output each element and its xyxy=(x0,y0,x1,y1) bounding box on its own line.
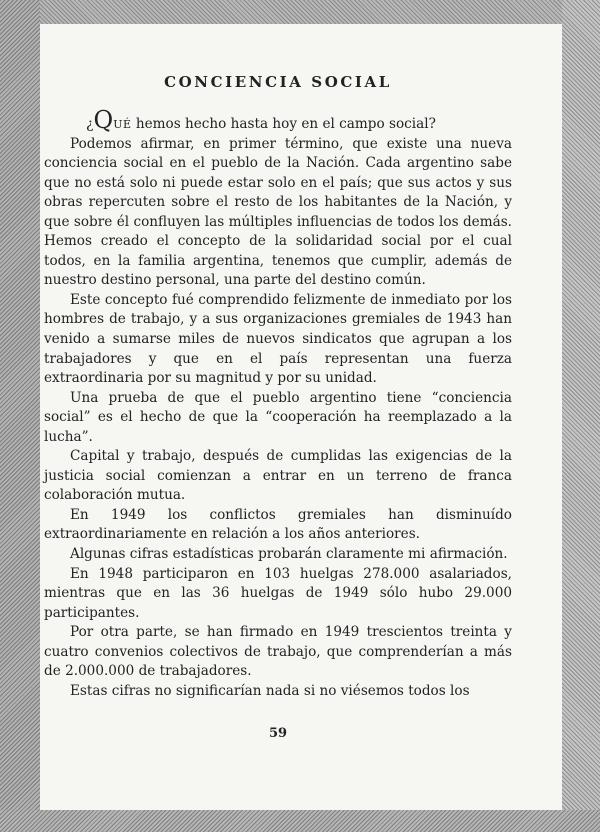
opening-text: hemos hecho hasta hoy en el campo social? xyxy=(131,116,436,132)
page-text xyxy=(44,72,512,741)
paragraph: Podemos afirmar, en primer término, que existe una nueva conciencia social en el pueblo de la Nación. Cada argentino sabe que no está solo ni puede estar solo en el país; que sus actos y sus obras repercuten sobre el resto de los habitantes de la Nación, y que sobre él confluyen las múltiples influencias de todos los demás. Hemos creado el concepto de la solidaridad social por el cual todos, en la familia argentina, tenemos que cumplir, además de nuestro destino personal, una parte del destino común. xyxy=(44,135,512,289)
page-number: 59 xyxy=(268,726,288,741)
paragraph: En 1948 participaron en 103 huelgas 278.000 asalariados, mientras que en las 36 huelgas de 1949 sólo hubo 29.000 participantes. xyxy=(44,565,512,621)
paragraph-continued: Estas cifras no significarían nada si no viésemos todos los xyxy=(70,682,470,699)
paragraph: Por otra parte, se han firmado en 1949 trescientos treinta y cuatro convenios colectivos de trabajo, que comprenderían a más de 2.000.000 de trabajadores. xyxy=(44,624,512,680)
scan-border-bottom xyxy=(0,810,600,832)
paragraph: Una prueba de que el pueblo argentino tiene “conciencia social” es el hecho de que la “cooperación ha reemplazado a la lucha”. xyxy=(44,389,512,445)
paragraph: Algunas cifras estadísticas probarán claramente mi afirmación. xyxy=(70,546,508,563)
dropcap-letter: Q xyxy=(93,106,114,134)
paragraph: Este concepto fué comprendido felizmente de inmediato por los hombres de trabajo, y a sus organizaciones gremiales de 1943 han venido a sumarse miles de nuevos sindicatos que agrupan a los trabajadores y que en el país representan una fuerza extraordinaria por su magnitud y por su unidad. xyxy=(44,291,512,387)
scan-border-right xyxy=(562,0,600,832)
scan-border-top xyxy=(0,0,600,24)
dropcap-question-mark: ¿ xyxy=(86,116,94,132)
paragraph: En 1949 los conflictos gremiales han disminuído extraordinariamente en relación a los años anteriores. xyxy=(44,506,512,543)
chapter-title: CONCIENCIA SOCIAL xyxy=(164,73,392,91)
paragraph: Capital y trabajo, después de cumplidas las exigencias de la justicia social comienzan a entrar en un terreno de franca colaboración mutua. xyxy=(44,448,512,504)
opening-smallcaps: UÉ xyxy=(113,118,132,131)
book-page xyxy=(40,24,562,810)
opening-paragraph xyxy=(44,106,512,135)
scan-border-left xyxy=(0,0,40,832)
